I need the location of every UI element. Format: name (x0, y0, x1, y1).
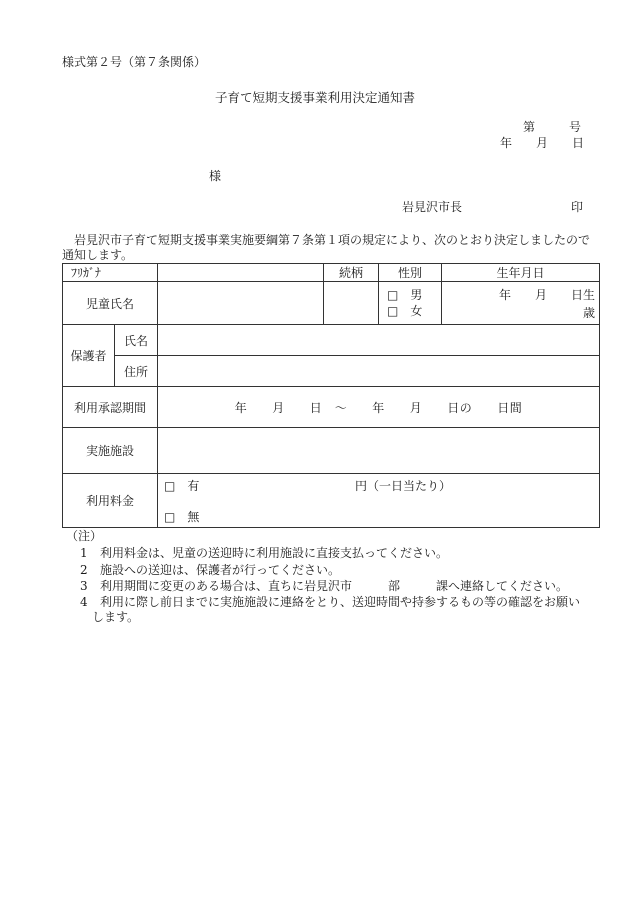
doc-number-suffix: 号 (569, 120, 582, 134)
child-row (63, 282, 600, 325)
document-title: 子育て短期支援事業利用決定通知書 (214, 90, 415, 105)
date-year: 年 (500, 136, 513, 150)
note-item: 1 利用料金は、児童の送迎時に利用施設に直接支払ってください。 (80, 546, 449, 560)
guardian-address-row (63, 356, 600, 387)
facility-row (63, 428, 600, 474)
period-label: 利用承認期間 (63, 387, 158, 428)
guardian-address-value (158, 356, 600, 387)
guardian-name-label: 氏名 (115, 325, 158, 356)
guardian-label: 保護者 (63, 325, 115, 387)
fee-per-day-label: 円（一日当たり） (355, 479, 452, 493)
sender-name: 岩見沢市長 (402, 200, 463, 214)
notes-heading: （注） (66, 529, 103, 543)
form-number: 様式第２号（第７条関係） (62, 55, 207, 69)
guardian-name-row (63, 325, 600, 356)
age-label: 歳 (583, 306, 596, 320)
addressee: 様 (209, 169, 222, 183)
facility-label: 実施施設 (63, 428, 158, 474)
gender-options (379, 282, 442, 325)
guardian-address-label: 住所 (115, 356, 158, 387)
intro-paragraph: 岩見沢市子育て短期支援事業実施要綱第７条第１項の規定により、次のとおり決定しましたので通知します。 (62, 233, 591, 262)
note-item: 4 利用に際し前日までに実施施設に連絡をとり、送迎時間や持参するもの等の確認をお願い (80, 595, 581, 609)
period-value: 年 月 日 ～ 年 月 日の 日間 (158, 387, 600, 428)
period-row (63, 387, 600, 428)
table-header-row (63, 264, 600, 282)
issue-date (500, 137, 584, 149)
guardian-name-value (158, 325, 600, 356)
gender-label: 性別 (379, 264, 442, 282)
fee-yes-label: 有 (187, 479, 200, 493)
birthdate-line: 年 月 日生 (499, 288, 596, 302)
doc-number-prefix: 第 (523, 120, 536, 134)
date-month: 月 (536, 136, 549, 150)
fee-row (63, 474, 600, 528)
child-name-value (158, 282, 324, 325)
note-continuation: します。 (92, 610, 140, 624)
female-label: 女 (410, 304, 423, 318)
note-item: 3 利用期間に変更のある場合は、直ちに岩見沢市 部 課へ連絡してください。 (80, 579, 569, 593)
female-checkbox[interactable]: □ (387, 304, 399, 318)
child-name-label: 児童氏名 (63, 282, 158, 325)
fee-no-checkbox[interactable]: □ (164, 510, 176, 524)
birthdate-label: 生年月日 (442, 264, 600, 282)
facility-value (158, 428, 600, 474)
document-number (523, 121, 581, 133)
fee-no-label: 無 (187, 510, 200, 524)
relationship-value (324, 282, 379, 325)
decision-table (62, 263, 600, 528)
male-label: 男 (410, 288, 423, 302)
fee-label: 利用料金 (63, 474, 158, 528)
furigana-value (158, 264, 324, 282)
date-day: 日 (572, 136, 585, 150)
fee-yes-checkbox[interactable]: □ (164, 479, 176, 493)
fee-options (158, 474, 600, 528)
seal-mark: 印 (571, 200, 584, 214)
relationship-label: 続柄 (324, 264, 379, 282)
furigana-label: ﾌﾘｶﾞﾅ (63, 264, 158, 282)
note-item: 2 施設への送迎は、保護者が行ってください。 (80, 563, 341, 577)
birthdate-value (442, 282, 600, 325)
male-checkbox[interactable]: □ (387, 288, 399, 302)
